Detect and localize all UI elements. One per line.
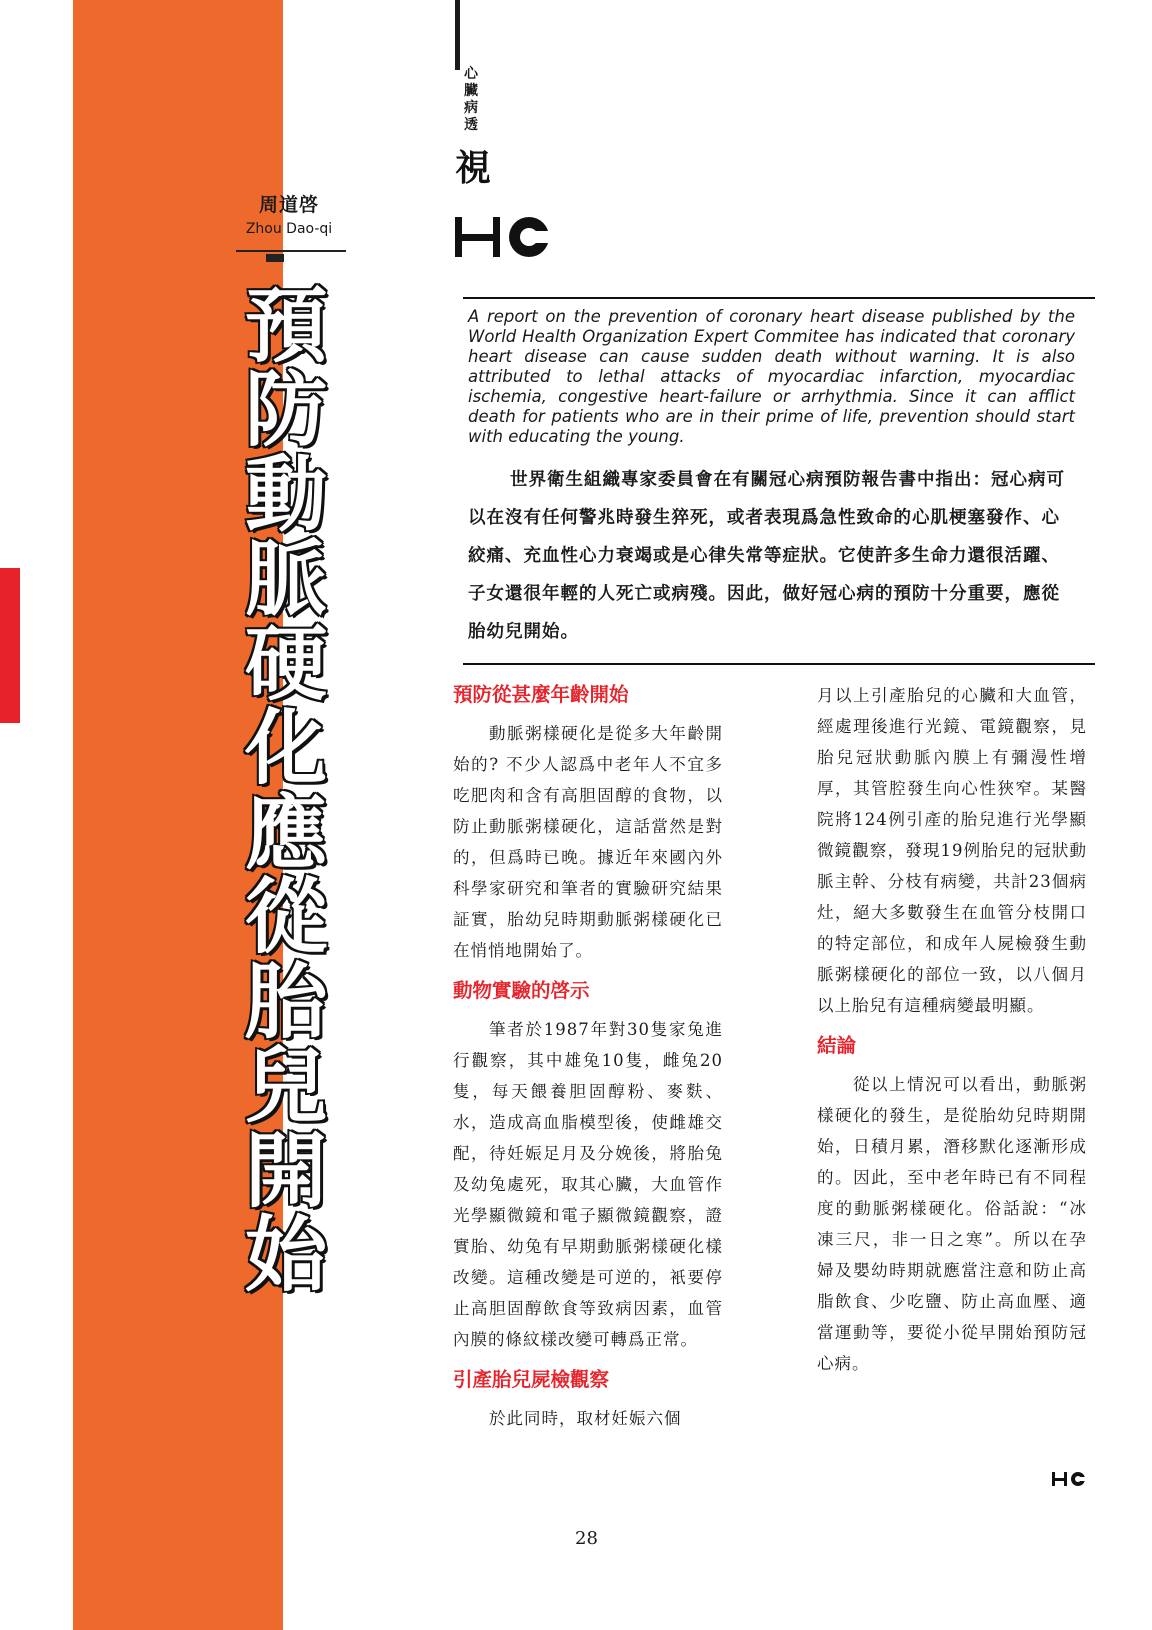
author-block bbox=[226, 190, 352, 237]
title-char: 應 bbox=[244, 785, 327, 881]
author-rule bbox=[236, 250, 346, 252]
body-column-right bbox=[817, 680, 1087, 1389]
title-char: 脈 bbox=[244, 532, 327, 628]
title-char: 化 bbox=[244, 701, 327, 797]
hc-logo bbox=[455, 212, 575, 262]
title-char: 硬 bbox=[244, 616, 327, 712]
abstract-english: A report on the prevention of coronary heart disease published by the World Health Organization Expert Commitee has indicated that coronary heart disease can cause sudden death without warning. It is also attributed to lethal attacks of myocardiac infarction, myocardiac ischemia, congestive heart-failure or arrhythmia. Since it can afflict death for patients who are in their prime of life, prevention should start with educating the young. bbox=[468, 307, 1075, 446]
author-name-cn: 周道啓 bbox=[258, 194, 319, 216]
section-paragraph: 於此同時，取材妊娠六個 bbox=[489, 1409, 682, 1428]
section-heading: 引產胎兒屍檢觀察 bbox=[453, 1368, 610, 1391]
page-number: 28 bbox=[575, 1528, 598, 1549]
column-label: 心 臟 病 透 bbox=[464, 66, 478, 133]
section-paragraph: 從以上情況可以看出，動脈粥樣硬化的發生，是從胎幼兒時期開始，日積月累，潛移默化逐漸形成的。因此，至中老年時已有不同程度的動脈粥樣硬化。俗話說：“冰凍三尺，非一日之寒”。所以在孕婦及嬰幼時期就應當注意和防止高脂飲食、少吃鹽、防止高血壓、適當運動等，要從小從早開始預防冠心病。 bbox=[817, 1075, 1087, 1373]
section-heading: 動物實驗的啓示 bbox=[453, 979, 590, 1002]
title-char: 開 bbox=[244, 1123, 327, 1219]
author-marker bbox=[266, 254, 284, 262]
article-title bbox=[236, 279, 336, 1303]
title-char: 兒 bbox=[244, 1039, 327, 1135]
title-char: 動 bbox=[244, 447, 327, 543]
abstract-box bbox=[463, 297, 1095, 665]
title-char: 從 bbox=[244, 870, 327, 966]
section-paragraph: 動脈粥樣硬化是從多大年齡開始的? 不少人認爲中老年人不宜多吃肥肉和含有高胆固醇的食物，以防止動脈粥樣硬化，這話當然是對的，但爲時已晚。據近年來國內外科學家研究和筆者的實驗研究結果証實，胎幼兒時期動脈粥樣硬化已在悄悄地開始了。 bbox=[453, 724, 723, 960]
body-column-left bbox=[453, 680, 723, 1444]
author-name-en: Zhou Dao-qi bbox=[245, 221, 333, 237]
section-paragraph: 筆者於1987年對30隻家兔進行觀察，其中雄兔10隻，雌兔20隻，每天餵養胆固醇粉、麥麩、水，造成高血脂模型後，使雌雄交配，待妊娠足月及分娩後，將胎兔及幼兔處死，取其心臟，大血管作光學顯微鏡和電子顯微鏡觀察，證實胎、幼兔有早期動脈粥樣硬化樣改變。這種改變是可逆的，衹要停止高胆固醇飲食等致病因素，血管內膜的條紋樣改變可轉爲正常。 bbox=[453, 1020, 723, 1349]
abstract-chinese: 世界衛生組織專家委員會在有關冠心病預防報告書中指出：冠心病可以在沒有任何警兆時發生猝死，或者表現爲急性致命的心肌梗塞發作、心絞痛、充血性心力衰竭或是心律失常等症狀。它使許多生命力還很活躍、子女還很年輕的人死亡或病殘。因此，做好冠心病的預防十分重要，應從胎幼兒開始。 bbox=[468, 470, 1065, 642]
title-char: 防 bbox=[244, 363, 327, 459]
edge-red-mark bbox=[0, 568, 20, 723]
title-char: 胎 bbox=[244, 954, 327, 1050]
banner-bar bbox=[455, 0, 460, 70]
title-char: 始 bbox=[244, 1207, 327, 1303]
section-paragraph-continued: 月以上引產胎兒的心臟和大血管，經處理後進行光鏡、電鏡觀察，見胎兒冠狀動脈內膜上有彌漫性增厚，其管腔發生向心性狹窄。某醫院將124例引產的胎兒進行光學顯微鏡觀察，發現19例胎兒的冠狀動脈主幹、分枝有病變，共計23個病灶，絕大多數發生在血管分枝開口的特定部位，和成年人屍檢發生動脈粥樣硬化的部位一致，以八個月以上胎兒有這種病變最明顯。 bbox=[817, 686, 1087, 1015]
section-heading: 結論 bbox=[817, 1034, 857, 1057]
column-big-char: 視 bbox=[455, 148, 492, 189]
hc-end-mark bbox=[1052, 1470, 1092, 1488]
section-heading: 預防從甚麼年齡開始 bbox=[453, 683, 629, 706]
title-char: 預 bbox=[244, 279, 327, 374]
